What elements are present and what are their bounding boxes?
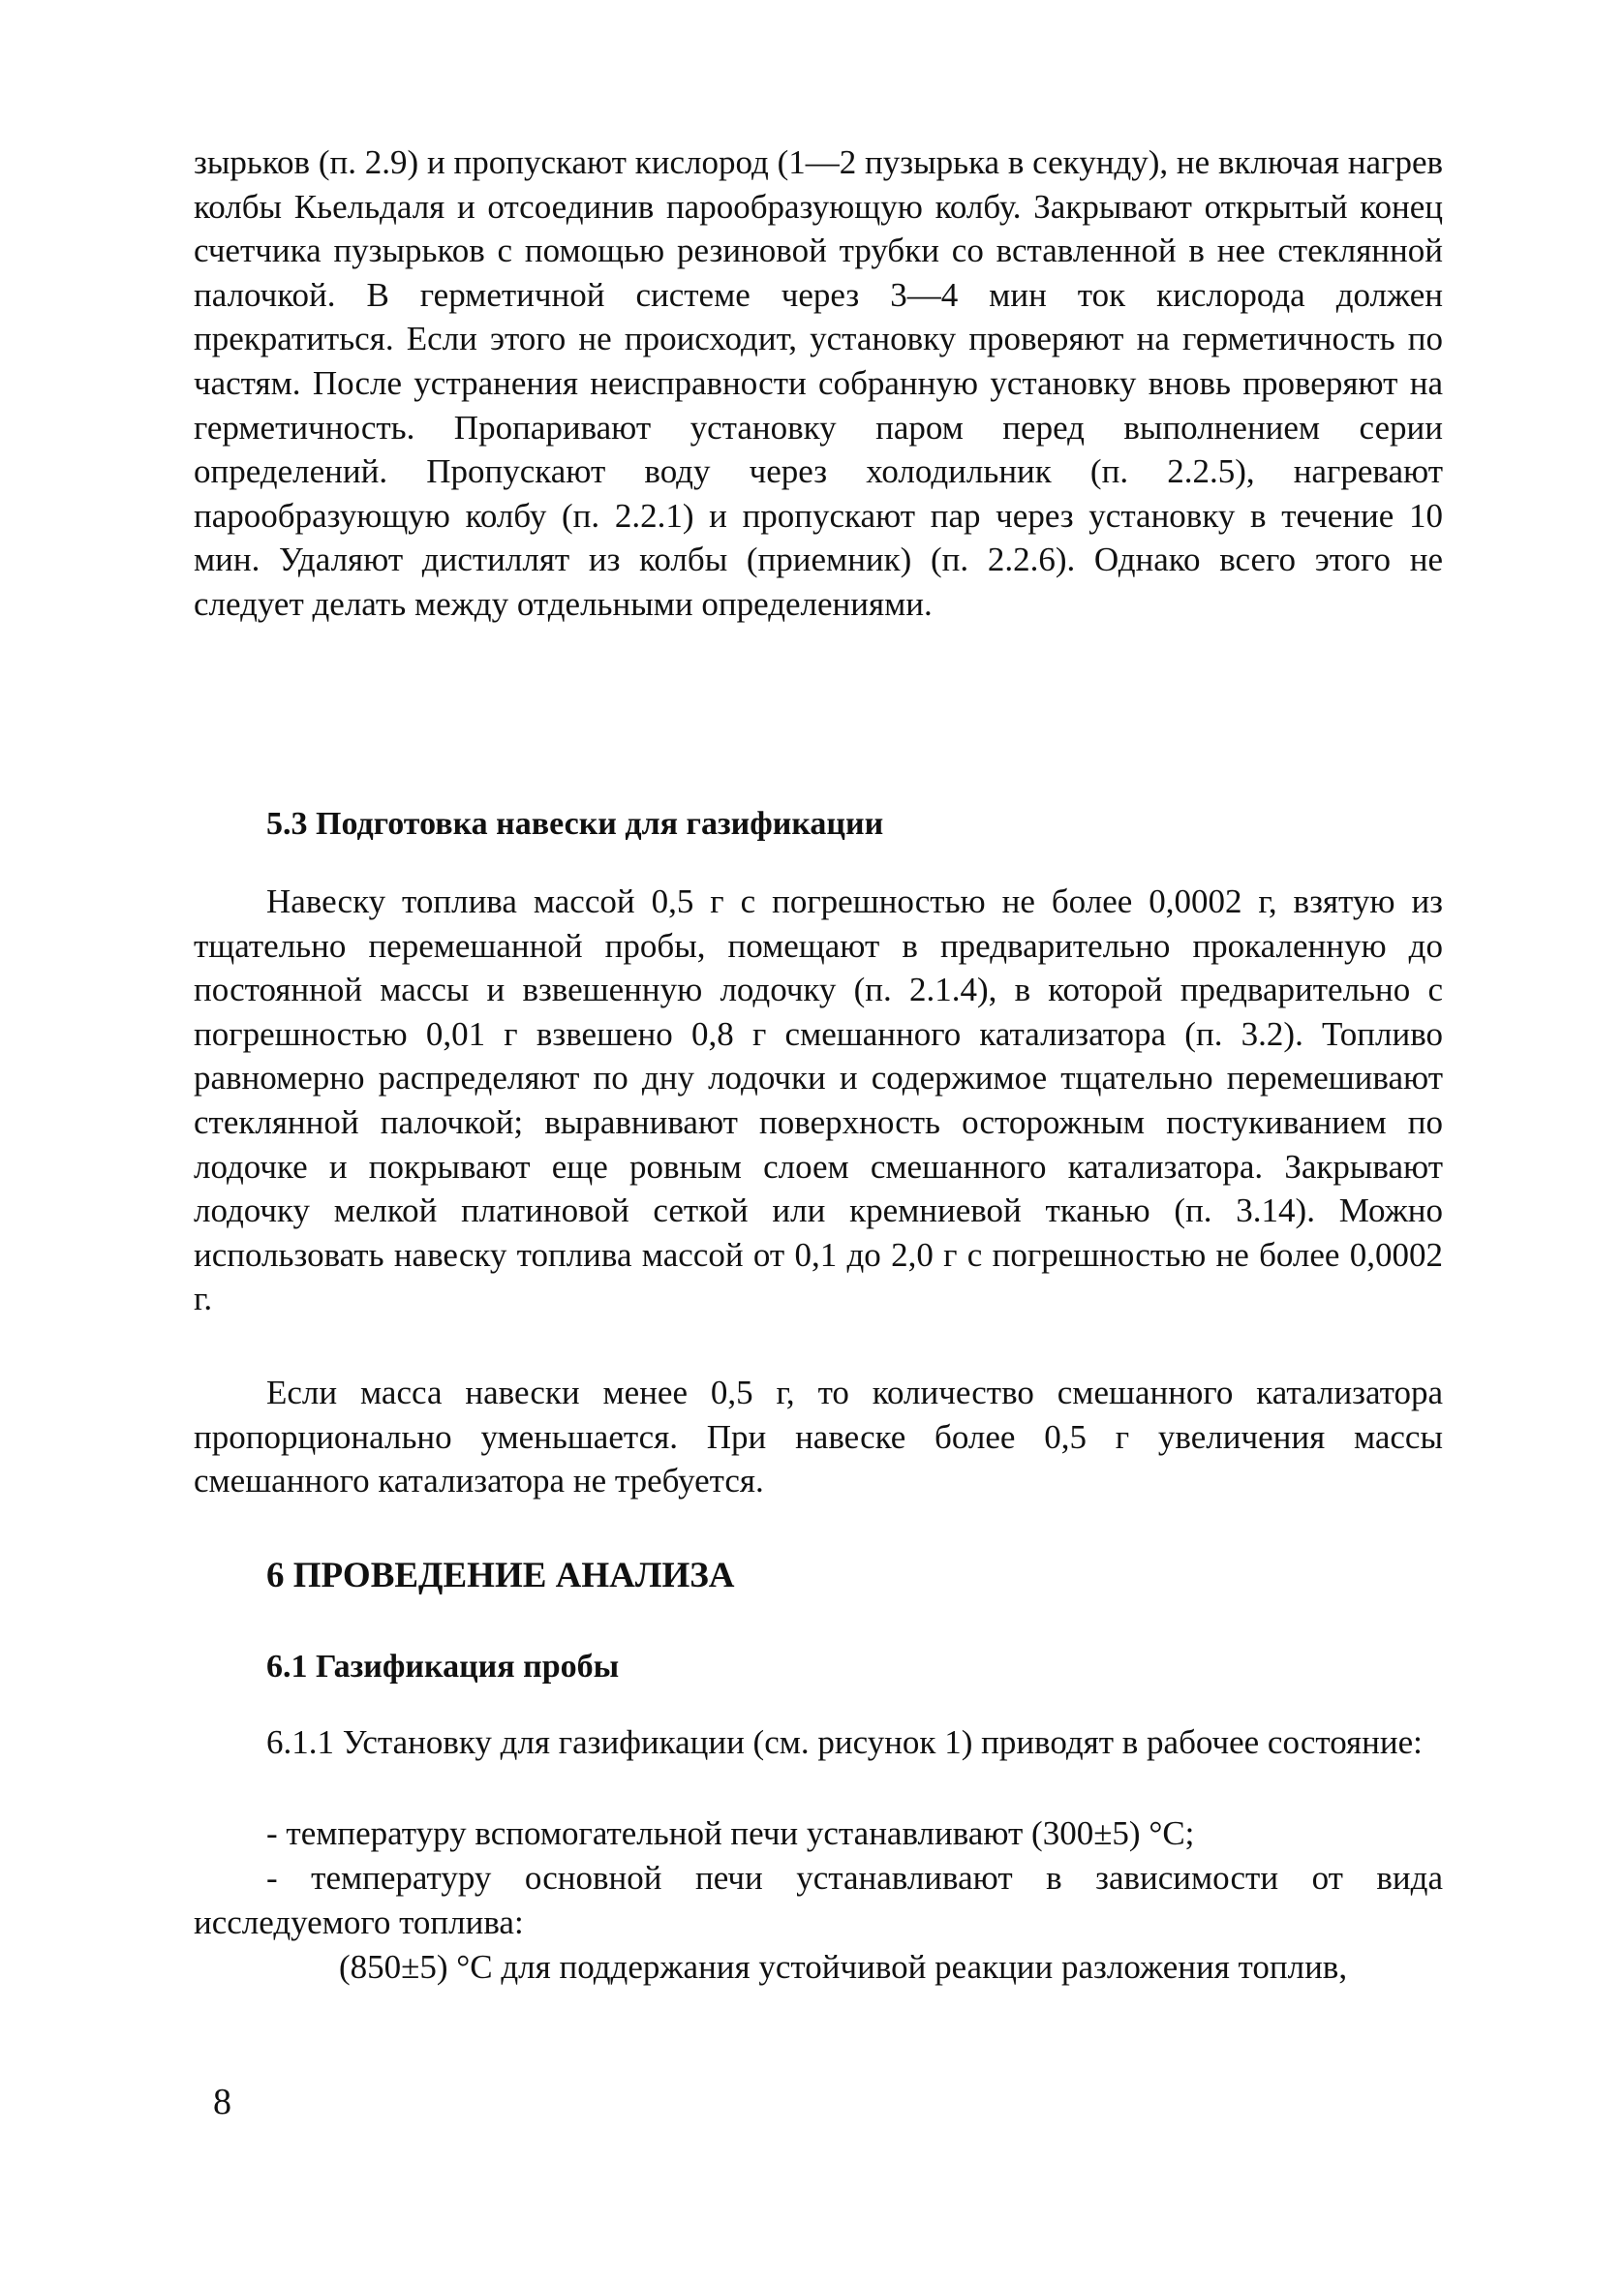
section-heading-5-3: 5.3 Подготовка навески для газификации (266, 806, 884, 842)
paragraph-sample-preparation: Навеску топлива массой 0,5 г с погрешностью не более 0,0002 г, взятую из тщательно перемешанной пробы, помещают в предварительно прокаленную до постоянной массы и взвешенную лодочку (п. 2.1.4), в которой предварительно с погрешностью 0,01 г взвешено 0,8 г смешанного катализатора (п. 3.2). Топливо равномерно распределяют по дну лодочки и содержимое тщательно перемешивают стеклянной палочкой; выравнивают поверхность осторожным постукиванием по лодочке и покрывают еще ровным слоем смешанного катализатора. Закрывают лодочку мелкой платиновой сеткой или кремниевой тканью (п. 3.14). Можно использовать навеску топлива массой от 0,1 до 2,0 г с погрешностью не более 0,0002 г. (194, 882, 1443, 1318)
section-heading-6-1: 6.1 Газификация пробы (266, 1649, 620, 1685)
paragraph-catalyst-ratio: Если масса навески менее 0,5 г, то количество смешанного катализатора пропорционально уменьшается. При навеске более 0,5 г увеличения массы смешанного катализатора не требуется. (194, 1374, 1443, 1500)
list-item-main-furnace: - температуру основной печи устанавливают в зависимости от вида исследуемого топлива: (194, 1859, 1443, 1941)
section-heading-6: 6 ПРОВЕДЕНИЕ АНАЛИЗА (266, 1556, 735, 1595)
page-number: 8 (213, 2082, 231, 2122)
list-item-auxiliary-furnace: - температуру вспомогательной печи устанавливают (300±5) °С; (266, 1814, 1195, 1852)
paragraph-temperature-850: (850±5) °С для поддержания устойчивой реакции разложения топлив, (339, 1948, 1348, 1986)
paragraph-oxygen-leak-test: зырьков (п. 2.9) и пропускают кислород (1—2 пузырька в секунду), не включая нагрев колбы Кьельдаля и отсоединив парообразующую колбу. Закрывают открытый конец счетчика пузырьков с помощью резиновой трубки со вставленной в нее стеклянной палочкой. В герметичной системе через 3—4 мин ток кислорода должен прекратиться. Если этого не происходит, установку проверяют на герметичность по частям. После устранения неисправности собранную установку вновь проверяют на герметичность. Пропаривают установку паром перед выполнением серии определений. Пропускают воду через холодильник (п. 2.2.5), нагревают парообразующую колбу (п. 2.2.1) и пропускают пар через установку в течение 10 мин. Удаляют дистиллят из колбы (приемник) (п. 2.2.6). Однако всего этого не следует делать между отдельными определениями. (194, 143, 1443, 623)
paragraph-6-1-1: 6.1.1 Установку для газификации (см. рисунок 1) приводят в рабочее состояние: (266, 1723, 1423, 1761)
